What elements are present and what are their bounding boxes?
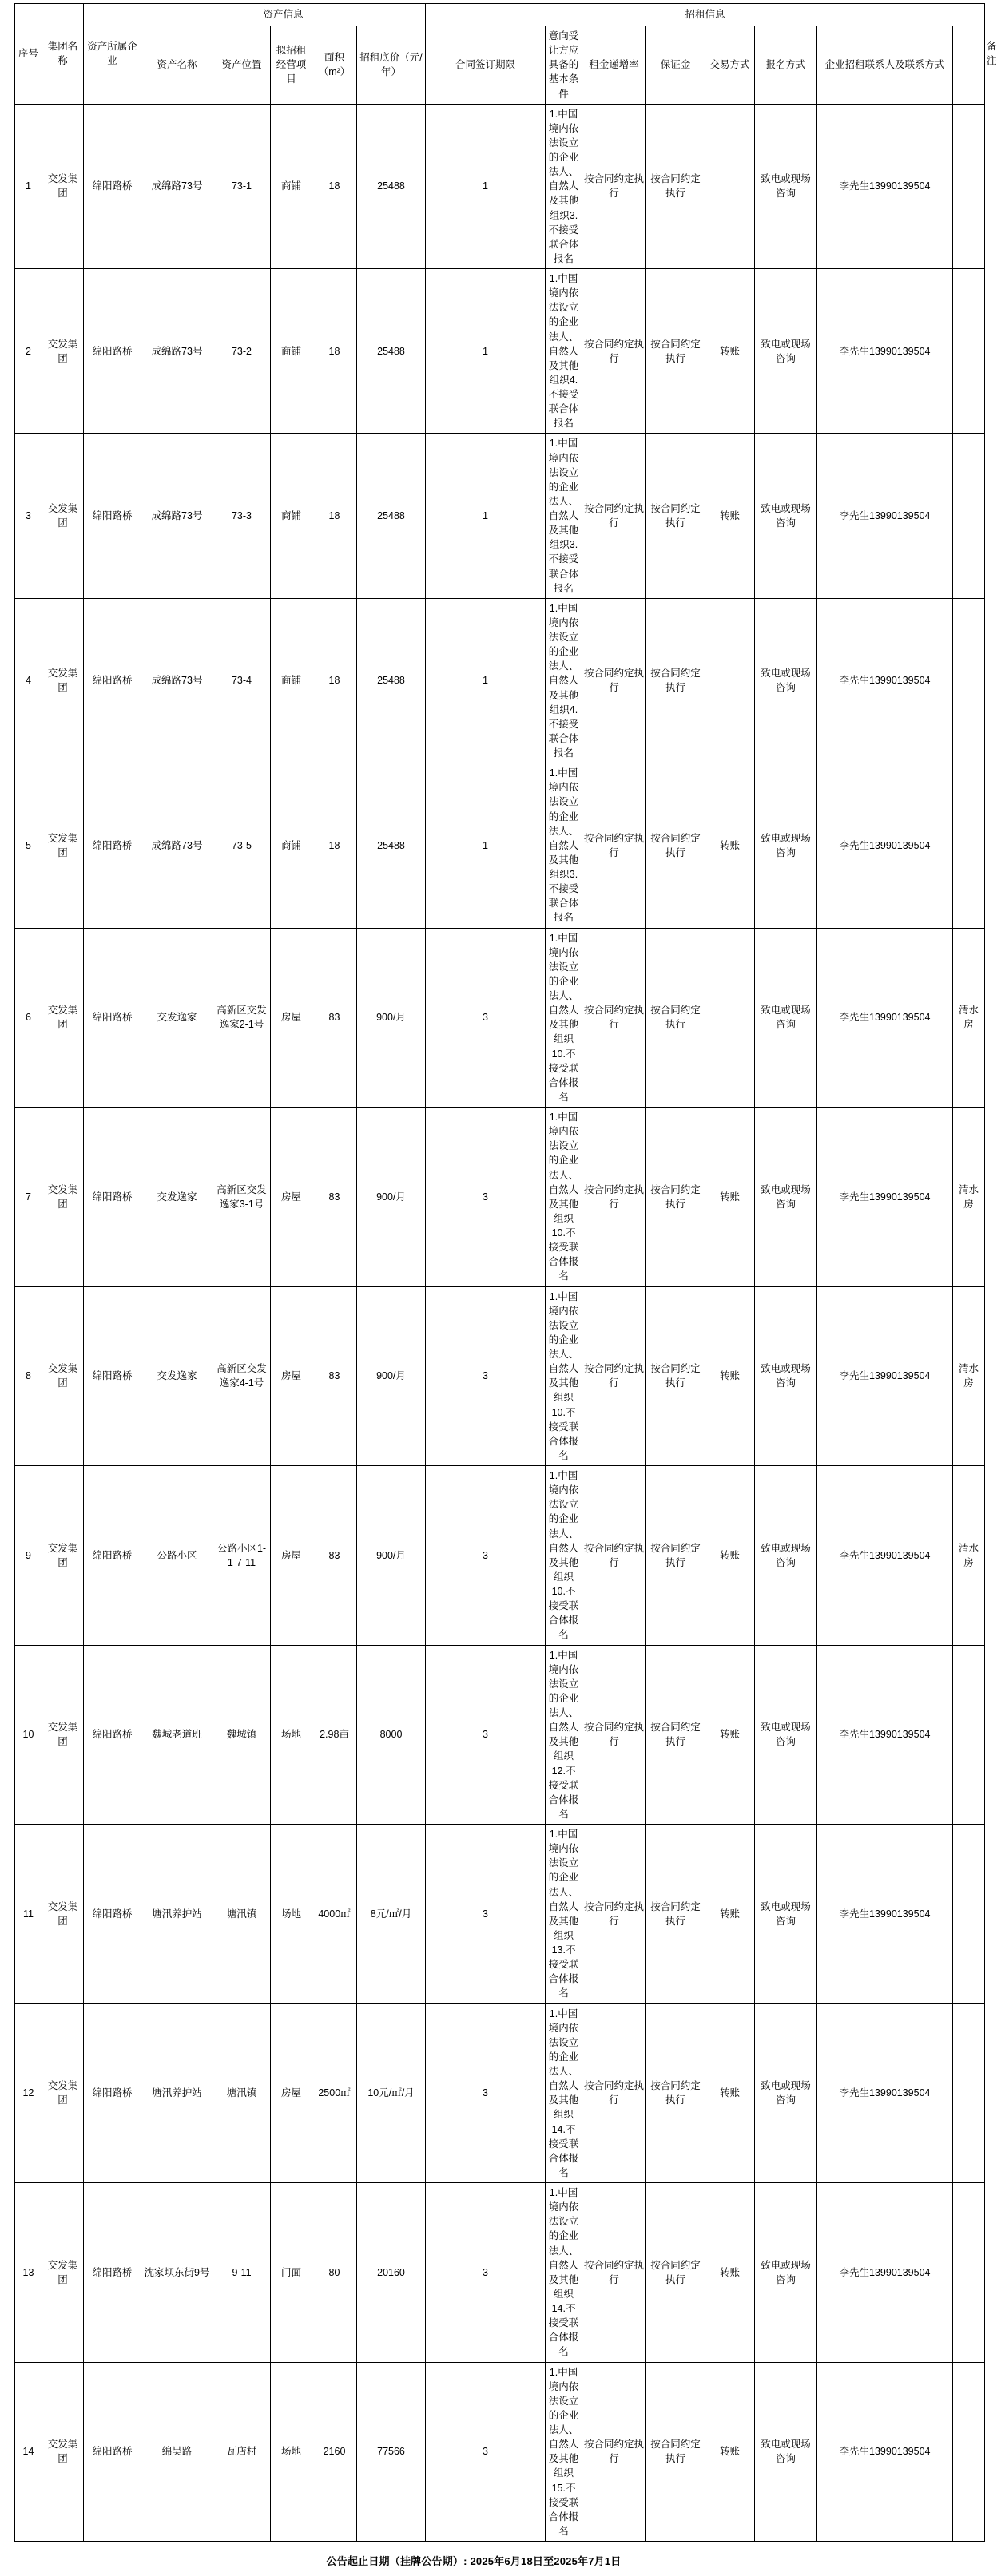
cell-remark (953, 1825, 985, 2004)
th-owner: 资产所属企业 (84, 4, 141, 105)
cell-price: 20160 (357, 2183, 426, 2363)
cell-trade-mode: 转账 (705, 1466, 755, 1646)
table-row (15, 1645, 985, 1825)
cell-price: 8000 (357, 1645, 426, 1825)
cell-group: 交发集团 (42, 269, 84, 434)
cell-asset-name: 交发逸家 (141, 928, 213, 1108)
cell-signup-mode: 致电或现场咨询 (755, 1825, 817, 2004)
cell-plan-business: 场地 (271, 1645, 312, 1825)
cell-trade-mode: 转账 (705, 434, 755, 598)
cell-contact: 李先生13990139504 (817, 2003, 953, 2183)
cell-remark: 清水房 (953, 1466, 985, 1646)
cell-signup-mode: 致电或现场咨询 (755, 2003, 817, 2183)
cell-basic-conditions: 1.中国境内依法设立的企业法人、自然人及其他组织15.不接受联合体报名 (546, 2362, 582, 2542)
cell-asset-location: 魏城镇 (213, 1645, 271, 1825)
cell-owner: 绵阳路桥 (84, 763, 141, 928)
cell-deposit: 按合同约定执行 (646, 104, 705, 268)
cell-plan-business: 商铺 (271, 434, 312, 598)
th-contract-term: 合同签订期限 (426, 26, 546, 105)
cell-signup-mode: 致电或现场咨询 (755, 434, 817, 598)
cell-price: 77566 (357, 2362, 426, 2542)
cell-remark (953, 598, 985, 763)
cell-owner: 绵阳路桥 (84, 1108, 141, 1287)
cell-index: 13 (15, 2183, 42, 2363)
table-header-sub-row (15, 26, 985, 105)
cell-price: 900/月 (357, 1286, 426, 1466)
cell-rent-increase: 按合同约定执行 (582, 269, 646, 434)
cell-basic-conditions: 1.中国境内依法设立的企业法人、自然人及其他组织4.不接受联合体报名 (546, 598, 582, 763)
cell-signup-mode: 致电或现场咨询 (755, 2362, 817, 2542)
cell-area: 2500㎡ (312, 2003, 357, 2183)
cell-area: 83 (312, 928, 357, 1108)
th-plan-business: 拟招租经营项目 (271, 26, 312, 105)
cell-plan-business: 房屋 (271, 928, 312, 1108)
cell-group: 交发集团 (42, 1466, 84, 1646)
cell-asset-location: 高新区交发逸家4-1号 (213, 1286, 271, 1466)
cell-owner: 绵阳路桥 (84, 2183, 141, 2363)
cell-plan-business: 场地 (271, 1825, 312, 2004)
cell-basic-conditions: 1.中国境内依法设立的企业法人、自然人及其他组织4.不接受联合体报名 (546, 269, 582, 434)
cell-plan-business: 房屋 (271, 2003, 312, 2183)
cell-contract-term: 3 (426, 1108, 546, 1287)
cell-trade-mode: 转账 (705, 2003, 755, 2183)
cell-contract-term: 1 (426, 434, 546, 598)
table-row (15, 2183, 985, 2363)
cell-contact: 李先生13990139504 (817, 598, 953, 763)
cell-contact: 李先生13990139504 (817, 763, 953, 928)
cell-contact: 李先生13990139504 (817, 104, 953, 268)
cell-trade-mode: 转账 (705, 2362, 755, 2542)
cell-group: 交发集团 (42, 2362, 84, 2542)
table-row (15, 2362, 985, 2542)
table-body (15, 104, 985, 2541)
cell-group: 交发集团 (42, 763, 84, 928)
cell-plan-business: 商铺 (271, 104, 312, 268)
cell-price: 25488 (357, 763, 426, 928)
cell-contact: 李先生13990139504 (817, 1825, 953, 2004)
cell-index: 11 (15, 1825, 42, 2004)
table-row (15, 763, 985, 928)
cell-rent-increase: 按合同约定执行 (582, 1466, 646, 1646)
cell-asset-location: 73-1 (213, 104, 271, 268)
cell-asset-name: 成绵路73号 (141, 269, 213, 434)
cell-basic-conditions: 1.中国境内依法设立的企业法人、自然人及其他组织12.不接受联合体报名 (546, 1645, 582, 1825)
cell-signup-mode: 致电或现场咨询 (755, 1108, 817, 1287)
cell-asset-name: 公路小区 (141, 1466, 213, 1646)
cell-index: 5 (15, 763, 42, 928)
cell-signup-mode: 致电或现场咨询 (755, 763, 817, 928)
table-row (15, 1108, 985, 1287)
table-row (15, 1466, 985, 1646)
cell-owner: 绵阳路桥 (84, 1645, 141, 1825)
cell-signup-mode: 致电或现场咨询 (755, 104, 817, 268)
table-row (15, 1825, 985, 2004)
th-group-asset-info: 资产信息 (141, 4, 426, 26)
cell-index: 10 (15, 1645, 42, 1825)
cell-rent-increase: 按合同约定执行 (582, 104, 646, 268)
cell-deposit: 按合同约定执行 (646, 763, 705, 928)
cell-deposit: 按合同约定执行 (646, 1466, 705, 1646)
cell-area: 83 (312, 1108, 357, 1287)
asset-listing-table (14, 3, 997, 2542)
cell-trade-mode: 转账 (705, 1286, 755, 1466)
cell-index: 7 (15, 1108, 42, 1287)
th-group: 集团名称 (42, 4, 84, 105)
cell-group: 交发集团 (42, 1108, 84, 1287)
cell-deposit: 按合同约定执行 (646, 2362, 705, 2542)
cell-asset-name: 塘汛养护站 (141, 2003, 213, 2183)
cell-basic-conditions: 1.中国境内依法设立的企业法人、自然人及其他组织10.不接受联合体报名 (546, 1466, 582, 1646)
cell-owner: 绵阳路桥 (84, 598, 141, 763)
cell-rent-increase: 按合同约定执行 (582, 1108, 646, 1287)
cell-contact: 李先生13990139504 (817, 1108, 953, 1287)
cell-rent-increase: 按合同约定执行 (582, 763, 646, 928)
cell-group: 交发集团 (42, 104, 84, 268)
cell-asset-location: 高新区交发逸家3-1号 (213, 1108, 271, 1287)
cell-plan-business: 房屋 (271, 1286, 312, 1466)
cell-index: 2 (15, 269, 42, 434)
cell-trade-mode: 转账 (705, 269, 755, 434)
cell-group: 交发集团 (42, 1645, 84, 1825)
cell-owner: 绵阳路桥 (84, 1286, 141, 1466)
cell-index: 4 (15, 598, 42, 763)
cell-remark (953, 434, 985, 598)
table-row (15, 269, 985, 434)
cell-asset-name: 成绵路73号 (141, 434, 213, 598)
th-contact: 企业招租联系人及联系方式 (817, 26, 953, 105)
cell-rent-increase: 按合同约定执行 (582, 928, 646, 1108)
cell-signup-mode: 致电或现场咨询 (755, 598, 817, 763)
cell-asset-location: 公路小区1-1-7-11 (213, 1466, 271, 1646)
cell-price: 900/月 (357, 1108, 426, 1287)
cell-price: 25488 (357, 598, 426, 763)
cell-plan-business: 商铺 (271, 598, 312, 763)
cell-rent-increase: 按合同约定执行 (582, 2362, 646, 2542)
cell-asset-location: 高新区交发逸家2-1号 (213, 928, 271, 1108)
cell-contact: 李先生13990139504 (817, 2183, 953, 2363)
cell-trade-mode: 转账 (705, 763, 755, 928)
cell-owner: 绵阳路桥 (84, 104, 141, 268)
cell-deposit: 按合同约定执行 (646, 1825, 705, 2004)
cell-plan-business: 房屋 (271, 1108, 312, 1287)
cell-rent-increase: 按合同约定执行 (582, 2003, 646, 2183)
table-row (15, 598, 985, 763)
cell-signup-mode: 致电或现场咨询 (755, 1645, 817, 1825)
cell-asset-location: 塘汛镇 (213, 2003, 271, 2183)
cell-signup-mode: 致电或现场咨询 (755, 1286, 817, 1466)
cell-rent-increase: 按合同约定执行 (582, 598, 646, 763)
th-asset-location: 资产位置 (213, 26, 271, 105)
cell-basic-conditions: 1.中国境内依法设立的企业法人、自然人及其他组织3.不接受联合体报名 (546, 763, 582, 928)
cell-plan-business: 门面 (271, 2183, 312, 2363)
cell-area: 2160 (312, 2362, 357, 2542)
cell-group: 交发集团 (42, 434, 84, 598)
cell-basic-conditions: 1.中国境内依法设立的企业法人、自然人及其他组织10.不接受联合体报名 (546, 1108, 582, 1287)
cell-price: 25488 (357, 104, 426, 268)
cell-signup-mode: 致电或现场咨询 (755, 1466, 817, 1646)
cell-contact: 李先生13990139504 (817, 269, 953, 434)
cell-asset-location: 瓦店村 (213, 2362, 271, 2542)
cell-asset-name: 成绵路73号 (141, 104, 213, 268)
cell-owner: 绵阳路桥 (84, 434, 141, 598)
cell-rent-increase: 按合同约定执行 (582, 1825, 646, 2004)
cell-area: 18 (312, 269, 357, 434)
cell-price: 25488 (357, 434, 426, 598)
cell-rent-increase: 按合同约定执行 (582, 434, 646, 598)
cell-asset-name: 交发逸家 (141, 1108, 213, 1287)
cell-contact: 李先生13990139504 (817, 928, 953, 1108)
table-row (15, 2003, 985, 2183)
cell-contract-term: 3 (426, 1645, 546, 1825)
cell-contact: 李先生13990139504 (817, 1645, 953, 1825)
cell-asset-name: 成绵路73号 (141, 598, 213, 763)
cell-deposit: 按合同约定执行 (646, 2003, 705, 2183)
cell-index: 9 (15, 1466, 42, 1646)
cell-index: 12 (15, 2003, 42, 2183)
cell-asset-location: 73-4 (213, 598, 271, 763)
cell-asset-name: 塘汛养护站 (141, 1825, 213, 2004)
cell-plan-business: 房屋 (271, 1466, 312, 1646)
cell-basic-conditions: 1.中国境内依法设立的企业法人、自然人及其他组织10.不接受联合体报名 (546, 928, 582, 1108)
cell-contract-term: 3 (426, 1466, 546, 1646)
cell-asset-location: 73-2 (213, 269, 271, 434)
th-deposit: 保证金 (646, 26, 705, 105)
cell-contract-term: 3 (426, 1286, 546, 1466)
cell-contract-term: 3 (426, 2183, 546, 2363)
cell-plan-business: 商铺 (271, 269, 312, 434)
cell-group: 交发集团 (42, 1825, 84, 2004)
cell-asset-location: 塘汛镇 (213, 1825, 271, 2004)
cell-area: 83 (312, 1286, 357, 1466)
cell-remark: 清水房 (953, 1108, 985, 1287)
cell-contact: 李先生13990139504 (817, 434, 953, 598)
cell-rent-increase: 按合同约定执行 (582, 1645, 646, 1825)
cell-signup-mode: 致电或现场咨询 (755, 928, 817, 1108)
table-header-group-row: 序号 集团名称 资产所属企业 资产信息 招租信息 备注 (15, 4, 985, 26)
cell-remark (953, 269, 985, 434)
cell-asset-name: 交发逸家 (141, 1286, 213, 1466)
th-trade-mode: 交易方式 (705, 26, 755, 105)
cell-basic-conditions: 1.中国境内依法设立的企业法人、自然人及其他组织3.不接受联合体报名 (546, 104, 582, 268)
cell-remark (953, 1645, 985, 1825)
cell-contract-term: 3 (426, 2003, 546, 2183)
cell-contract-term: 1 (426, 269, 546, 434)
th-basic-conditions: 意向受让方应具备的基本条件 (546, 26, 582, 105)
cell-basic-conditions: 1.中国境内依法设立的企业法人、自然人及其他组织10.不接受联合体报名 (546, 1286, 582, 1466)
cell-group: 交发集团 (42, 1286, 84, 1466)
cell-trade-mode: 转账 (705, 1645, 755, 1825)
cell-plan-business: 商铺 (271, 763, 312, 928)
cell-trade-mode (705, 598, 755, 763)
cell-area: 83 (312, 1466, 357, 1646)
cell-deposit: 按合同约定执行 (646, 1645, 705, 1825)
cell-plan-business: 场地 (271, 2362, 312, 2542)
cell-area: 18 (312, 598, 357, 763)
cell-contract-term: 3 (426, 2362, 546, 2542)
cell-trade-mode: 转账 (705, 1108, 755, 1287)
cell-owner: 绵阳路桥 (84, 1825, 141, 2004)
table-row (15, 1286, 985, 1466)
cell-group: 交发集团 (42, 2003, 84, 2183)
th-area: 面积（m²） (312, 26, 357, 105)
cell-trade-mode: 转账 (705, 2183, 755, 2363)
cell-group: 交发集团 (42, 928, 84, 1108)
cell-price: 8元/㎡/月 (357, 1825, 426, 2004)
cell-index: 6 (15, 928, 42, 1108)
cell-deposit: 按合同约定执行 (646, 598, 705, 763)
cell-rent-increase: 按合同约定执行 (582, 2183, 646, 2363)
cell-remark: 清水房 (953, 1286, 985, 1466)
cell-deposit: 按合同约定执行 (646, 928, 705, 1108)
cell-remark: 清水房 (953, 928, 985, 1108)
cell-area: 18 (312, 434, 357, 598)
table-row (15, 104, 985, 268)
cell-contract-term: 1 (426, 763, 546, 928)
cell-price: 25488 (357, 269, 426, 434)
cell-basic-conditions: 1.中国境内依法设立的企业法人、自然人及其他组织3.不接受联合体报名 (546, 434, 582, 598)
cell-area: 2.98亩 (312, 1645, 357, 1825)
cell-owner: 绵阳路桥 (84, 269, 141, 434)
cell-deposit: 按合同约定执行 (646, 2183, 705, 2363)
cell-contract-term: 3 (426, 928, 546, 1108)
cell-owner: 绵阳路桥 (84, 1466, 141, 1646)
cell-remark (953, 2362, 985, 2542)
cell-basic-conditions: 1.中国境内依法设立的企业法人、自然人及其他组织14.不接受联合体报名 (546, 2003, 582, 2183)
cell-basic-conditions: 1.中国境内依法设立的企业法人、自然人及其他组织14.不接受联合体报名 (546, 2183, 582, 2363)
cell-deposit: 按合同约定执行 (646, 434, 705, 598)
cell-deposit: 按合同约定执行 (646, 269, 705, 434)
cell-index: 8 (15, 1286, 42, 1466)
cell-asset-name: 绵吴路 (141, 2362, 213, 2542)
th-index: 序号 (15, 4, 42, 105)
cell-signup-mode: 致电或现场咨询 (755, 269, 817, 434)
cell-group: 交发集团 (42, 598, 84, 763)
table-header (15, 4, 997, 105)
cell-contact: 李先生13990139504 (817, 1286, 953, 1466)
cell-price: 900/月 (357, 1466, 426, 1646)
cell-group: 交发集团 (42, 2183, 84, 2363)
cell-basic-conditions: 1.中国境内依法设立的企业法人、自然人及其他组织13.不接受联合体报名 (546, 1825, 582, 2004)
cell-area: 18 (312, 104, 357, 268)
cell-index: 14 (15, 2362, 42, 2542)
cell-signup-mode: 致电或现场咨询 (755, 2183, 817, 2363)
cell-index: 3 (15, 434, 42, 598)
cell-contract-term: 1 (426, 598, 546, 763)
cell-asset-location: 73-3 (213, 434, 271, 598)
cell-deposit: 按合同约定执行 (646, 1286, 705, 1466)
cell-owner: 绵阳路桥 (84, 928, 141, 1108)
cell-asset-name: 成绵路73号 (141, 763, 213, 928)
cell-trade-mode (705, 104, 755, 268)
cell-index: 1 (15, 104, 42, 268)
cell-remark (953, 2003, 985, 2183)
th-rent-increase: 租金递增率 (582, 26, 646, 105)
table-row (15, 928, 985, 1108)
th-asset-name: 资产名称 (141, 26, 213, 105)
cell-contact: 李先生13990139504 (817, 1466, 953, 1646)
cell-remark (953, 104, 985, 268)
cell-trade-mode (705, 928, 755, 1108)
cell-asset-name: 魏城老道班 (141, 1645, 213, 1825)
cell-price: 10元/㎡/月 (357, 2003, 426, 2183)
cell-owner: 绵阳路桥 (84, 2362, 141, 2542)
cell-asset-name: 沈家坝东街9号 (141, 2183, 213, 2363)
cell-rent-increase: 按合同约定执行 (582, 1286, 646, 1466)
th-group-lease-info: 招租信息 (426, 4, 985, 26)
cell-remark (953, 763, 985, 928)
cell-asset-location: 73-5 (213, 763, 271, 928)
cell-asset-location: 9-11 (213, 2183, 271, 2363)
cell-contact: 李先生13990139504 (817, 2362, 953, 2542)
cell-area: 80 (312, 2183, 357, 2363)
cell-contract-term: 3 (426, 1825, 546, 2004)
th-signup-mode: 报名方式 (755, 26, 817, 105)
cell-area: 18 (312, 763, 357, 928)
cell-owner: 绵阳路桥 (84, 2003, 141, 2183)
cell-deposit: 按合同约定执行 (646, 1108, 705, 1287)
cell-remark (953, 2183, 985, 2363)
th-price: 招租底价（元/年） (357, 26, 426, 105)
table-row (15, 434, 985, 598)
cell-area: 4000㎡ (312, 1825, 357, 2004)
cell-price: 900/月 (357, 928, 426, 1108)
notice-period: 公告起止日期（挂牌公告期）: 2025年6月18日至2025年7月1日 (326, 2555, 622, 2567)
cell-contract-term: 1 (426, 104, 546, 268)
cell-trade-mode: 转账 (705, 1825, 755, 2004)
